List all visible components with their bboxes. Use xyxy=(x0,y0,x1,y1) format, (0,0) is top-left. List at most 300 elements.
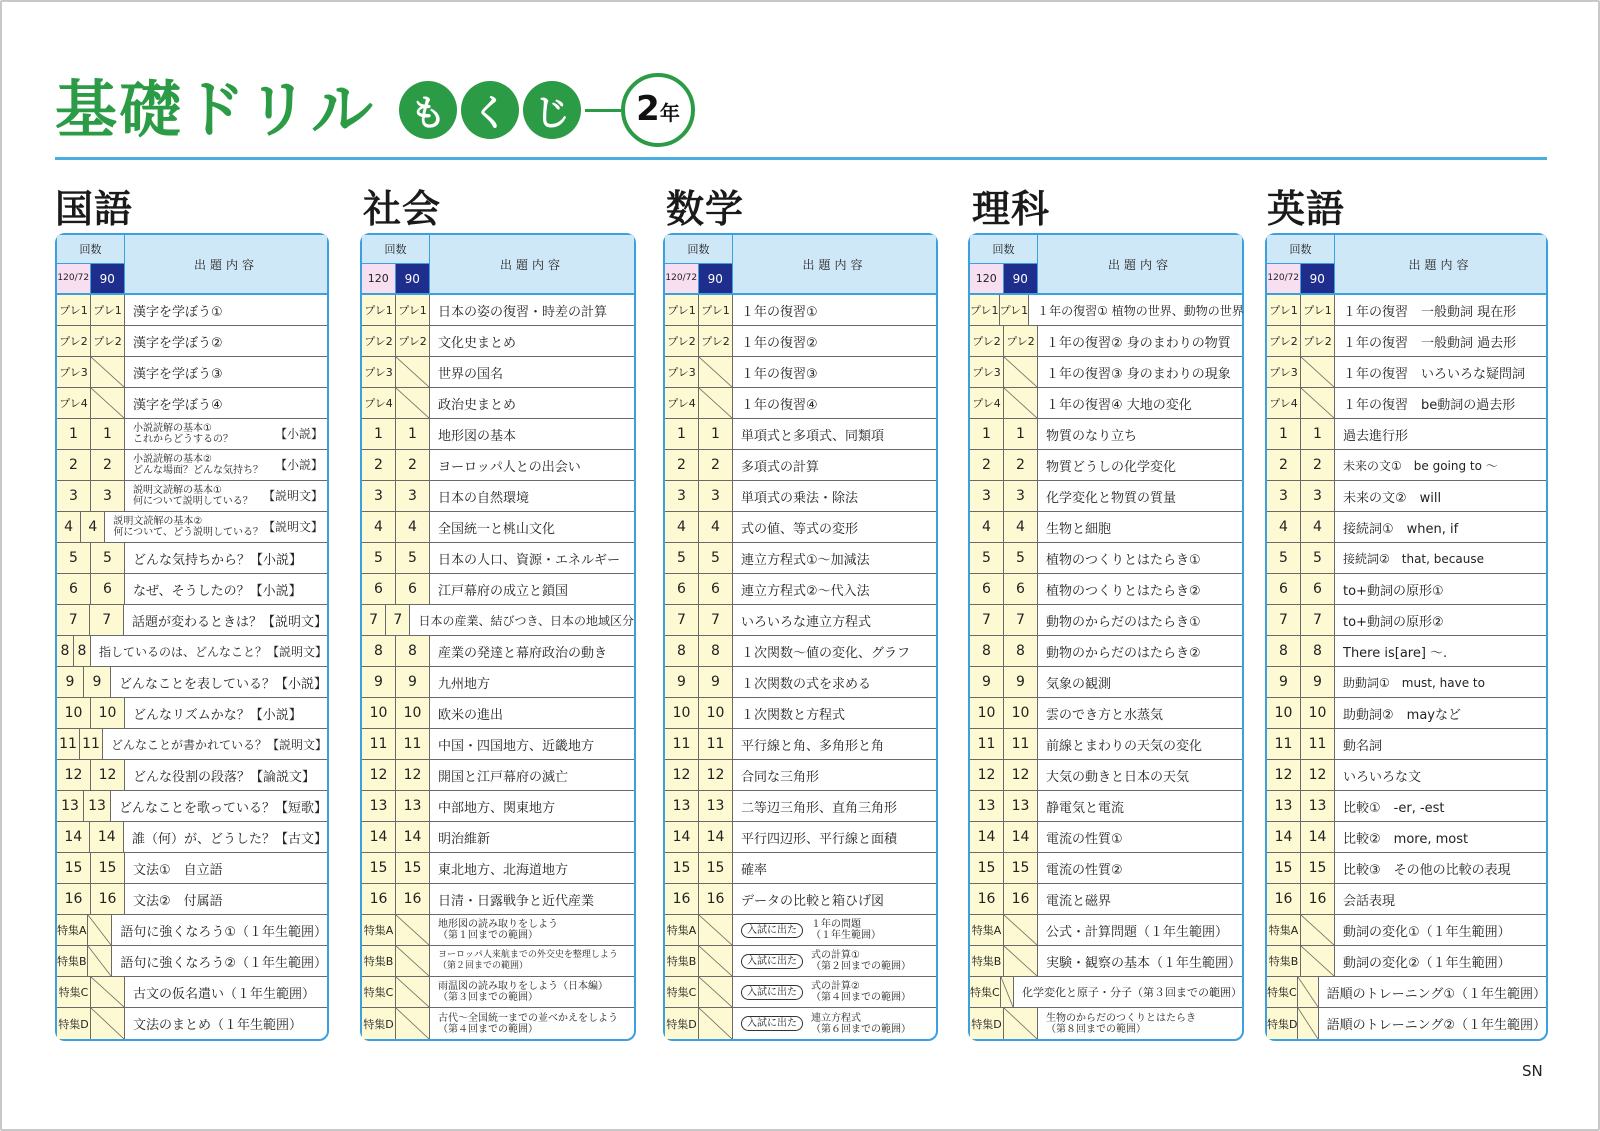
exam-badge: 入試に出た xyxy=(741,985,803,1000)
session-number-b: 6 xyxy=(1301,574,1335,604)
session-number-b: 9 xyxy=(699,667,733,697)
session-number-b-empty xyxy=(1004,357,1038,387)
content-text: １年の復習① 植物の世界、動物の世界 xyxy=(1037,303,1244,318)
session-number-b: 9 xyxy=(1004,667,1038,697)
table-row xyxy=(665,388,936,419)
row-content xyxy=(112,915,327,945)
content-text: 多項式の計算 xyxy=(741,459,820,475)
session-number-b: 15 xyxy=(1301,853,1335,883)
content-text: 古文の仮名遣い（１年生範囲） xyxy=(133,986,316,1002)
course-label-a: 120 xyxy=(362,264,396,293)
table-row xyxy=(362,543,634,574)
session-number-b: 6 xyxy=(699,574,733,604)
table-row xyxy=(1267,481,1546,512)
session-number-a: 8 xyxy=(970,636,1004,666)
session-number-a: プレ1 xyxy=(57,295,91,325)
exam-badge: 入試に出た xyxy=(741,923,803,938)
content-text: 江戸幕府の成立と鎖国 xyxy=(438,583,569,599)
session-number-b: 12 xyxy=(1004,760,1038,790)
session-number-b: 4 xyxy=(81,512,105,542)
session-number-b: 9 xyxy=(1301,667,1335,697)
row-content xyxy=(1335,326,1546,356)
session-number-a: 特集B xyxy=(57,946,88,976)
session-number-a: プレ2 xyxy=(1267,326,1301,356)
table-row xyxy=(362,512,634,543)
row-content xyxy=(1335,481,1546,511)
content-text: to+動詞の原形② xyxy=(1343,614,1444,630)
row-content xyxy=(125,760,327,790)
row-content xyxy=(1038,729,1242,759)
content-text: 未来の文① be going to ～ xyxy=(1343,458,1498,473)
session-number-a: プレ3 xyxy=(1267,357,1301,387)
content-text: 話題が変わるときは？【説明文】 xyxy=(131,614,327,630)
session-number-a: 12 xyxy=(665,760,699,790)
row-content xyxy=(1335,419,1546,449)
session-number-b: 9 xyxy=(396,667,430,697)
row-content xyxy=(1335,729,1546,759)
row-content xyxy=(111,667,327,697)
table-row xyxy=(665,543,936,574)
row-content xyxy=(733,791,936,821)
content-text: 気象の観測 xyxy=(1046,676,1112,692)
session-number-a: 2 xyxy=(970,450,1004,480)
table-row xyxy=(665,729,936,760)
session-number-a: 2 xyxy=(57,450,91,480)
table-row xyxy=(665,574,936,605)
table-row xyxy=(665,698,936,729)
table-row xyxy=(665,915,936,946)
session-number-a: 15 xyxy=(1267,853,1301,883)
content-line-2: （第４回までの範囲） xyxy=(438,1023,538,1035)
session-number-a: 14 xyxy=(362,822,396,852)
content-text: 連立方程式②～代入法 xyxy=(741,583,870,599)
session-number-a: プレ2 xyxy=(362,326,396,356)
content-line-2: （第８回までの範囲） xyxy=(1046,1023,1146,1035)
session-number-b-empty xyxy=(699,915,733,945)
session-number-a: 7 xyxy=(1267,605,1301,635)
table-row xyxy=(970,543,1242,574)
genre-tag: 【説明文】 xyxy=(262,519,323,534)
session-number-a: 8 xyxy=(665,636,699,666)
session-number-b-empty xyxy=(396,1008,430,1039)
content-text: １年の復習③ xyxy=(741,366,818,382)
session-number-a: 6 xyxy=(665,574,699,604)
contents-table xyxy=(55,233,329,1041)
content-text: 漢字を学ぼう② xyxy=(133,335,223,351)
session-number-a: 13 xyxy=(970,791,1004,821)
row-content xyxy=(124,605,327,635)
subject-title: 理科 xyxy=(972,187,1051,231)
session-number-b: プレ2 xyxy=(396,326,430,356)
session-number-a: 11 xyxy=(665,729,699,759)
content-line-1: 式の計算① xyxy=(811,950,860,961)
table-row xyxy=(362,853,634,884)
content-line-1: 地形図の読み取りをしよう xyxy=(438,919,558,930)
genre-tag: 【小説】 xyxy=(274,426,323,441)
table-row xyxy=(57,698,327,729)
row-content xyxy=(125,853,327,883)
session-number-a: プレ2 xyxy=(57,326,91,356)
table-row xyxy=(970,481,1242,512)
content-header: 出題内容 xyxy=(733,235,936,293)
session-number-a: 12 xyxy=(970,760,1004,790)
content-text: データの比較と箱ひげ図 xyxy=(741,893,885,909)
session-number-a: 特集B xyxy=(362,946,396,976)
content-line-1: 生物のからだのつくりとはたらき xyxy=(1046,1012,1196,1024)
session-number-a: プレ4 xyxy=(1267,388,1301,418)
content-lines xyxy=(438,1013,618,1035)
session-number-a: プレ1 xyxy=(970,295,1000,325)
content-text: 動物のからだのはたらき① xyxy=(1046,614,1201,630)
session-number-b: 5 xyxy=(1004,543,1038,573)
session-number-a: プレ2 xyxy=(970,326,1004,356)
session-number-a: 12 xyxy=(57,760,91,790)
session-number-a: 13 xyxy=(1267,791,1301,821)
row-content xyxy=(1335,357,1546,387)
content-text: 比較② more, most xyxy=(1343,831,1469,847)
table-row xyxy=(665,667,936,698)
session-number-b: 2 xyxy=(91,450,125,480)
session-number-a: 6 xyxy=(970,574,1004,604)
table-row xyxy=(970,884,1242,915)
row-content xyxy=(125,977,327,1007)
table-row xyxy=(57,636,327,667)
table-row xyxy=(970,419,1242,450)
content-line-2: どんな場面？どんな気持ち？ xyxy=(133,465,263,476)
content-header: 出題内容 xyxy=(1038,235,1242,293)
grade-unit: 年 xyxy=(659,101,680,125)
session-number-a: 3 xyxy=(362,481,396,511)
content-lines xyxy=(438,981,608,1003)
session-number-a: プレ3 xyxy=(362,357,396,387)
kaisu-header xyxy=(362,235,430,293)
row-content xyxy=(430,760,634,790)
table-row xyxy=(362,326,634,357)
row-content xyxy=(1038,388,1242,418)
row-content xyxy=(733,667,936,697)
row-content xyxy=(1335,636,1546,666)
session-number-b: 7 xyxy=(1301,605,1335,635)
kaisu-subheader xyxy=(362,264,429,293)
row-content xyxy=(733,822,936,852)
content-lines xyxy=(113,516,263,538)
grade-badge xyxy=(621,73,695,147)
session-number-a: 特集C xyxy=(665,977,699,1007)
table-row xyxy=(1267,543,1546,574)
session-number-b: 7 xyxy=(699,605,733,635)
session-number-b-empty xyxy=(1301,946,1335,976)
content-text: どんなことを歌っている？【短歌】 xyxy=(118,800,327,816)
table-row xyxy=(362,450,634,481)
table-row xyxy=(1267,698,1546,729)
row-content xyxy=(125,698,327,728)
page-header xyxy=(55,70,695,150)
session-number-a: 15 xyxy=(362,853,396,883)
row-content xyxy=(430,1008,634,1039)
content-text: どんな気持ちから？【小説】 xyxy=(133,552,303,568)
content-text: １年の復習② 身のまわりの物質 xyxy=(1046,335,1231,351)
table-row xyxy=(362,481,634,512)
table-row xyxy=(1267,295,1546,326)
session-number-b-empty xyxy=(91,1008,125,1039)
content-text: 生物と細胞 xyxy=(1046,521,1112,537)
session-number-b: 14 xyxy=(1301,822,1335,852)
session-number-b: 14 xyxy=(699,822,733,852)
session-number-b-empty xyxy=(1004,1008,1038,1039)
row-content xyxy=(733,388,936,418)
content-text: 漢字を学ぼう④ xyxy=(133,397,223,413)
table-row xyxy=(57,450,327,481)
session-number-b: 9 xyxy=(84,667,111,697)
content-text: 物質どうしの化学変化 xyxy=(1046,459,1177,475)
row-content xyxy=(1038,512,1242,542)
content-lines xyxy=(811,919,881,941)
row-content xyxy=(1335,946,1546,976)
content-text: 九州地方 xyxy=(438,676,491,692)
content-text: 地形図の基本 xyxy=(438,428,517,444)
footer-code: SN xyxy=(1522,1062,1543,1080)
content-text: 化学変化と物質の質量 xyxy=(1046,490,1177,506)
content-lines xyxy=(811,1013,911,1035)
content-text: 化学変化と原子・分子（第３回までの範囲） xyxy=(1022,986,1242,999)
content-text: １年の復習 一般動詞 現在形 xyxy=(1343,304,1517,320)
session-number-a: 特集A xyxy=(362,915,396,945)
table-row xyxy=(970,574,1242,605)
table-row xyxy=(362,760,634,791)
subject-title: 英語 xyxy=(1267,187,1346,231)
content-line-2: これからどうするの？ xyxy=(133,434,233,445)
table-row xyxy=(665,295,936,326)
session-number-b: 2 xyxy=(1004,450,1038,480)
session-number-b: 4 xyxy=(1004,512,1038,542)
session-number-a: 10 xyxy=(1267,698,1301,728)
row-content xyxy=(430,574,634,604)
content-text: １年の復習 いろいろな疑問詞 xyxy=(1343,366,1526,382)
content-text: 語句に強くなろう①（１年生範囲） xyxy=(120,924,327,940)
subject-title: 社会 xyxy=(363,187,442,231)
table-row xyxy=(1267,729,1546,760)
session-number-a: 14 xyxy=(57,822,90,852)
row-content xyxy=(1335,605,1546,635)
row-content xyxy=(733,915,936,945)
table-row xyxy=(57,357,327,388)
content-text: 電流の性質① xyxy=(1046,831,1123,847)
session-number-a: 11 xyxy=(57,729,80,759)
row-content xyxy=(430,729,634,759)
session-number-a: 特集C xyxy=(1267,977,1298,1007)
session-number-b: 4 xyxy=(699,512,733,542)
row-content xyxy=(112,946,327,976)
session-number-a: 10 xyxy=(665,698,699,728)
session-number-a: 12 xyxy=(1267,760,1301,790)
table-row xyxy=(665,946,936,977)
content-line-2: 何について説明している？ xyxy=(133,496,253,507)
session-number-b-empty xyxy=(1004,915,1038,945)
table-row xyxy=(57,574,327,605)
table-row xyxy=(362,574,634,605)
session-number-b: 14 xyxy=(396,822,430,852)
content-text: 産業の発達と幕府政治の動き xyxy=(438,645,608,661)
row-content xyxy=(1038,357,1242,387)
session-number-a: 6 xyxy=(1267,574,1301,604)
table-row xyxy=(362,915,634,946)
row-content xyxy=(1038,543,1242,573)
session-number-a: 1 xyxy=(362,419,396,449)
row-content xyxy=(1029,295,1244,325)
session-number-b: 13 xyxy=(84,791,111,821)
connector-line xyxy=(585,109,621,112)
content-text: 語順のトレーニング①（１年生範囲） xyxy=(1326,986,1546,1002)
session-number-a: 3 xyxy=(970,481,1004,511)
table-row xyxy=(362,698,634,729)
table-row xyxy=(970,729,1242,760)
row-content xyxy=(1038,574,1242,604)
table-row xyxy=(665,326,936,357)
row-content xyxy=(430,481,634,511)
table-header xyxy=(970,235,1242,295)
row-content xyxy=(125,1008,327,1039)
session-number-b-empty xyxy=(1298,977,1319,1007)
mokuji-char: じ xyxy=(523,81,581,139)
content-text: 漢字を学ぼう③ xyxy=(133,366,223,382)
table-row xyxy=(1267,357,1546,388)
contents-table xyxy=(1265,233,1548,1041)
genre-tag: 【小説】 xyxy=(274,457,323,472)
content-text: 指しているのは、どんなこと？【説明文】 xyxy=(98,644,327,659)
table-row xyxy=(1267,574,1546,605)
content-line-1: 雨温図の読み取りをしよう（日本編） xyxy=(438,981,608,992)
session-number-b: 2 xyxy=(1301,450,1335,480)
table-row xyxy=(970,977,1242,1008)
session-number-a: プレ4 xyxy=(57,388,91,418)
table-row xyxy=(362,1008,634,1039)
session-number-b: 5 xyxy=(91,543,125,573)
session-number-a: 1 xyxy=(970,419,1004,449)
content-text: 文法② 付属語 xyxy=(133,893,223,909)
row-content xyxy=(125,357,327,387)
session-number-b: 5 xyxy=(396,543,430,573)
row-content xyxy=(1038,667,1242,697)
session-number-b: 3 xyxy=(91,481,125,511)
content-text: １次関数と方程式 xyxy=(741,707,846,723)
contents-table xyxy=(663,233,938,1041)
content-text: 東北地方、北海道地方 xyxy=(438,862,569,878)
content-text: 明治維新 xyxy=(438,831,491,847)
kaisu-header xyxy=(970,235,1038,293)
exam-badge: 入試に出た xyxy=(741,1016,803,1031)
row-content xyxy=(733,760,936,790)
table-row xyxy=(57,791,327,822)
session-number-b: 6 xyxy=(91,574,125,604)
content-header: 出題内容 xyxy=(430,235,634,293)
row-content xyxy=(125,481,327,511)
content-text: 欧米の進出 xyxy=(438,707,504,723)
row-content xyxy=(1335,760,1546,790)
session-number-a: 2 xyxy=(665,450,699,480)
session-number-a: 特集A xyxy=(970,915,1004,945)
row-content xyxy=(733,1008,936,1039)
session-number-b: 11 xyxy=(1004,729,1038,759)
row-content xyxy=(733,419,936,449)
session-number-a: 15 xyxy=(57,853,91,883)
session-number-b: 4 xyxy=(1301,512,1335,542)
session-number-b-empty xyxy=(699,388,733,418)
session-number-a: 4 xyxy=(665,512,699,542)
session-number-b: 1 xyxy=(91,419,125,449)
content-text: 二等辺三角形、直角三角形 xyxy=(741,800,898,816)
table-row xyxy=(362,419,634,450)
table-row xyxy=(665,822,936,853)
content-text: There is[are] ～. xyxy=(1343,645,1448,661)
table-row xyxy=(362,636,634,667)
session-number-b: プレ2 xyxy=(1004,326,1038,356)
content-text: 物質のなり立ち xyxy=(1046,428,1138,444)
content-lines xyxy=(438,950,618,972)
content-text: 動物のからだのはたらき② xyxy=(1046,645,1201,661)
session-number-a: 1 xyxy=(1267,419,1301,449)
session-number-b: 12 xyxy=(91,760,125,790)
content-lines xyxy=(811,950,911,972)
row-content xyxy=(430,543,634,573)
content-text: 会話表現 xyxy=(1343,893,1396,909)
row-content xyxy=(1038,791,1242,821)
content-text: 植物のつくりとはたらき② xyxy=(1046,583,1201,599)
table-header xyxy=(57,235,327,295)
course-label-90: 90 xyxy=(1301,264,1335,293)
row-content xyxy=(1038,698,1242,728)
session-number-a: 13 xyxy=(362,791,396,821)
content-text: 文法のまとめ（１年生範囲） xyxy=(133,1018,303,1033)
session-number-a: 特集A xyxy=(665,915,699,945)
row-content xyxy=(1038,481,1242,511)
session-number-b: 7 xyxy=(90,605,123,635)
mokuji-char: も xyxy=(399,81,457,139)
session-number-a: 特集C xyxy=(970,977,1001,1007)
row-content xyxy=(105,512,327,542)
session-number-b-empty xyxy=(1004,946,1038,976)
content-text: 電流の性質② xyxy=(1046,862,1123,878)
subject-title: 国語 xyxy=(55,187,134,231)
table-row xyxy=(970,946,1242,977)
session-number-b: 13 xyxy=(396,791,430,821)
session-number-a: 5 xyxy=(970,543,1004,573)
page-title: 基礎ドリル xyxy=(55,73,376,146)
session-number-b: 10 xyxy=(396,698,430,728)
course-label-a: 120 xyxy=(970,264,1004,293)
row-content xyxy=(430,946,634,976)
row-content xyxy=(1335,543,1546,573)
session-number-a: 16 xyxy=(970,884,1004,914)
contents-table xyxy=(968,233,1244,1041)
row-content xyxy=(1038,946,1242,976)
table-header xyxy=(665,235,936,295)
content-text: 政治史まとめ xyxy=(438,397,517,413)
kaisu-label: 回数 xyxy=(362,235,429,264)
content-lines xyxy=(133,454,263,476)
session-number-a: 特集D xyxy=(970,1008,1004,1039)
content-text: 静電気と電流 xyxy=(1046,800,1125,816)
session-number-b: 3 xyxy=(699,481,733,511)
session-number-a: 16 xyxy=(665,884,699,914)
content-lines xyxy=(1046,1013,1196,1035)
session-number-a: プレ1 xyxy=(1267,295,1301,325)
table-row xyxy=(57,1008,327,1039)
session-number-b: 11 xyxy=(396,729,430,759)
row-content xyxy=(430,295,634,325)
kaisu-label: 回数 xyxy=(665,235,732,264)
session-number-b-empty xyxy=(699,1008,733,1039)
row-content xyxy=(111,791,327,821)
